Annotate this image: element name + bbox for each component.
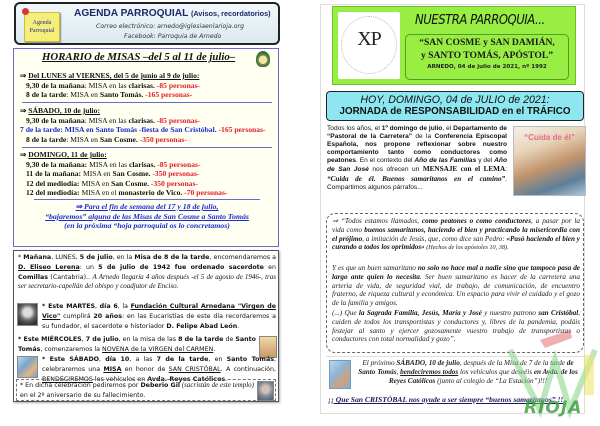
text-run: D. Felipe Abad León [166, 322, 238, 330]
text-run: ⇒ “Todos estamos llamados, [332, 217, 422, 225]
text-run: los vehículos que deseéis [458, 368, 534, 376]
parish-name-line2: y SANTO TOMÁS, APÓSTOL” [420, 50, 554, 61]
attendance: -165 personas- [145, 90, 193, 100]
text-run: * Este SÁBADO [42, 356, 100, 363]
text-run: Departamento de “Pastoral de la Carretera” [327, 125, 507, 141]
text-run: en Avda. de los Reyes Católicos [388, 368, 578, 385]
text-run: : un [79, 263, 99, 271]
intro-paragraph [327, 125, 507, 192]
text-run: . [237, 322, 240, 330]
logo-text-line1: Agenda [32, 20, 52, 26]
parish-header [332, 6, 576, 85]
text-run: NOVENA de la VIRGEN del CARMEN [102, 345, 214, 353]
schedule-line [20, 169, 227, 179]
schedule-note [14, 202, 280, 231]
schedule-line [20, 81, 200, 91]
schedule-line [20, 90, 200, 100]
rioja-watermark-text: RIOJA [524, 398, 583, 418]
time: 9,30 de la mañana [26, 115, 85, 125]
priest-photo [17, 303, 38, 326]
note-line-2: “bajaremos” alguna de las Misas de San Cosme a Santo Tomás [45, 211, 249, 221]
quote-paragraph-2 [332, 264, 580, 308]
schedule-section-sunday [20, 150, 227, 198]
text-run: Comillas [18, 273, 48, 281]
text-run: Deberio Gil [140, 382, 181, 389]
place: clarisas. [128, 115, 155, 125]
schedule-line [20, 179, 227, 189]
text-run: y del [476, 157, 495, 165]
section-day-label: DOMINGO, 11 de julio: [28, 150, 107, 159]
text-run: 20 años [93, 312, 122, 320]
schedule-line [20, 188, 227, 198]
text-run: . Compartimos algunos párrafos... [327, 175, 507, 191]
text-run: , [99, 356, 106, 363]
text-run: “Cuida de él. Buenos samaritanos en el camino” [327, 174, 506, 183]
schedule-title-main: HORARIO de MISAS [42, 51, 141, 63]
text-run: , [81, 336, 86, 343]
text: MISA en el [79, 188, 119, 198]
announcements-box [13, 250, 279, 402]
text-run: , celebraremos una [42, 356, 276, 373]
text-run: * Este MIÉRCOLES [18, 336, 82, 343]
text: : MISA en [66, 90, 100, 100]
schedule-line [20, 135, 266, 145]
attendance: -165 personas- [218, 125, 266, 135]
text-run: SAN CRISTÓBAL [168, 365, 221, 373]
text-run: y nuestro patrono [481, 309, 539, 317]
attendance: -70 personas- [184, 188, 228, 198]
text-run: 7 de julio [85, 336, 119, 343]
text: : MISA en las [84, 80, 129, 90]
text-run: Santo Tomás [18, 336, 256, 353]
text-run: día 10 [105, 356, 130, 363]
text-run: de [223, 336, 236, 343]
place: San Cosme. [111, 178, 150, 188]
text-run: . A continuación, [220, 365, 276, 373]
today-banner [326, 91, 584, 121]
text-run: día 6 [99, 303, 118, 310]
text-run: Santo Tomás [226, 356, 274, 363]
section-day-label: Del LUNES al VIERNES, del 5 de junio al 9 de julio: [28, 71, 200, 80]
schedule-section-weekdays [20, 71, 200, 100]
place: clarisas. [128, 159, 156, 169]
attendance: -85 personas- [156, 80, 201, 90]
quote-paragraph-1 [332, 217, 580, 253]
time: 9,30 de la mañana [26, 80, 85, 90]
text-run: Todos los años, el [327, 125, 382, 132]
blessing-text [354, 359, 582, 386]
announcement-novena [18, 335, 256, 355]
issue-date: ARNEDO, 04 de julio de 2021, nº 1992 [427, 64, 547, 70]
text-run: , la [117, 303, 131, 310]
announcement-eliseo [18, 253, 276, 292]
poster-title: “Cuida de él” [524, 133, 575, 142]
text-run: Y es que un buen samaritano [332, 264, 418, 272]
parish-name-line1: “SAN COSME y SAN DAMIÁN, [419, 37, 555, 48]
quote-paragraph-3 [332, 309, 580, 344]
text-run: san Cristóbal [538, 309, 579, 317]
attendance: -350 personas- [150, 178, 198, 188]
text: : MISA en las [84, 115, 129, 125]
text-run: (Cantabria).. [47, 273, 93, 281]
text-run: , comenzaremos la [40, 345, 103, 353]
section-day-label: SÁBADO, 10 de julio: [28, 106, 100, 115]
attendance: -350 personas- [139, 134, 187, 144]
text: : MISA en [66, 134, 100, 144]
text-run: Misa de 8 de la tarde [134, 254, 210, 261]
text-run: , [95, 303, 100, 310]
text-run: Mañana [23, 254, 52, 261]
text-run: (...) Que [332, 309, 359, 317]
text-run: , encomendaremos a [209, 254, 277, 261]
text-run: bendeciremos todos [400, 368, 459, 376]
agenda-title-sub: (Avisos, recordatorios) [190, 9, 271, 18]
text-run: , cuiden de todos los transportistas y conductores y, libres de la pandemia, podáis festejar al santo y ejercer gozosamente vuestro trabajo de transportistas o conductores con total normalidad y gozo”. [332, 309, 580, 344]
parish-name-box [405, 34, 569, 80]
text-run: MENSAJE con el LEMA [422, 165, 506, 174]
text-run: SÁBADO, 10 de julio [396, 359, 460, 367]
text-run: * En dicha celebración pediremos por [20, 382, 141, 389]
text-run: «Pasó haciendo el bien y curando a todos los oprimidos» [332, 234, 580, 252]
note-line-1: ⇒ Para el fin de semana del 17 y 18 de julio, [75, 202, 219, 211]
text-run: de la [412, 133, 435, 141]
time: 9,30 de la mañana: [26, 159, 88, 169]
divider [22, 147, 272, 148]
text-run: D. Eliseo Lerena [18, 263, 80, 271]
text-run: cumplirá [60, 312, 94, 320]
text-run: . [213, 345, 216, 353]
text-run: 5 de julio [79, 254, 113, 261]
text-run: , a pasar por la vida como [332, 217, 581, 234]
text-run: * [18, 254, 24, 261]
text-run: , a imitación de Jesús, que, como dice san Pedro: [362, 234, 507, 243]
schedule-line [20, 125, 266, 135]
text-run: , a las [129, 356, 157, 363]
san-cristobal-image [329, 360, 351, 389]
text-run: El próximo [362, 359, 397, 367]
time: 8 de la tarde [26, 134, 67, 144]
text: MISA en las [87, 159, 129, 169]
text-run: la Sagrada Familia, Jesús, María y José [358, 309, 482, 317]
agenda-logo [24, 12, 60, 42]
schedule-section-saturday [20, 106, 266, 144]
parish-logo [338, 12, 400, 79]
schedule-line [20, 116, 266, 126]
time: 11 de la mañana: [26, 169, 82, 179]
text-run: * Este MARTES [42, 303, 96, 310]
text-run: A Arnedo llegaría 4 años después -el 5 de agosto de 1946-, tras ser secretario-capellán del obispo y coadjutor de Enciso. [18, 272, 276, 291]
note-line-3: (en la próxima “hoja parroquial os lo concretamos) [64, 221, 230, 231]
place: Santo Tomás. [99, 90, 144, 100]
attendance: -350 personas- [152, 169, 200, 179]
clock-icon [256, 51, 270, 67]
text-run: 7 de la tarde [156, 356, 209, 363]
announcement-fundacion [42, 302, 276, 331]
text: MISA en [79, 178, 112, 188]
campaign-poster [513, 126, 586, 196]
time: 12 del mediodía: [26, 178, 80, 188]
schedule-title-range: –del 5 al 11 de julio– [143, 51, 236, 63]
text-run: . Ser buen samaritano es hacer de la carretera una arteria de vida, de seguridad vial, de trabajo, de comunicación, de encuentro fraterno, de riqueza cultural y económica. Un espacio para vivir el cuidado y el gozo de la familia y amigos. [332, 272, 580, 308]
chi-rho-monogram: XP [357, 28, 381, 50]
schedule-line [20, 160, 227, 170]
watermark-yellow-mark [584, 355, 594, 395]
text-run: (junto al colegio de “La Estación”)!!! [435, 377, 548, 385]
text-run: buenos samaritanos, haciendo el bien y practicando la misericordia con el prójimo [332, 225, 580, 243]
agenda-title [74, 8, 271, 19]
text-run: de Santo Tomás [358, 359, 574, 376]
text-run: , LUNES, [51, 254, 80, 261]
facebook-line: Facebook: Parroquia de Arnedo [124, 33, 222, 40]
text-run: , [396, 368, 401, 376]
time: 8 de la tarde [26, 90, 67, 100]
text-run: MISA [103, 365, 122, 373]
divider [22, 102, 272, 103]
place: San Cosme. [112, 169, 151, 179]
parish-title: NUESTRA PARROQUIA... [415, 13, 545, 28]
text-run: , en la [112, 254, 135, 261]
text-run: (sacristán de este templo) [180, 381, 255, 389]
text-run: Año de San José [327, 157, 507, 174]
text-run: . [225, 375, 228, 383]
text-run: : [505, 166, 508, 174]
text-run: . En el contexto del [355, 157, 415, 165]
text-run: Avda. Reyes Católicos [147, 375, 226, 383]
text-run: en [263, 263, 276, 271]
text-run: (Hechos de los apóstoles 10, 38). [424, 244, 509, 252]
mass-schedule-box [13, 48, 279, 247]
attendance: -85 personas- [157, 159, 201, 169]
text-run: nos ofrecen un [368, 166, 423, 174]
text-run: Conferencia Episcopal Española, nos propone reflexionar sobre nuestro comportamiento tanto como conductores como peatones [327, 133, 507, 165]
text-run: , en la misa de las [118, 336, 179, 343]
text-run: en el 2º aniversario de su fallecimiento. [20, 391, 146, 399]
text-run: , el [442, 125, 454, 132]
place: San Cosme. [99, 134, 138, 144]
text-run: 5 de julio de 1942 fue ordenado sacerdote [98, 263, 264, 271]
text: MISA en [81, 169, 113, 179]
place: monasterio de Vico. [118, 188, 183, 198]
attendance: -85 personas- [156, 115, 201, 125]
text-run: Año de las Familias [414, 157, 477, 165]
text-run: , en [208, 356, 227, 363]
section-day: ⇒ Del LUNES al VIERNES, del 5 de junio al 9 de julio: [20, 71, 200, 80]
time: 7 de la tarde: MISA en Santo Tomás -fiesta de San Cristóbal. [20, 125, 217, 135]
text-run: como peatones o como conductores [421, 217, 532, 225]
logo-text-line2: Parroquial [29, 28, 55, 34]
closing-line: ¡¡ Que San CRISTÓBAL nos ayude a ser siempre “buenos samaritanos” !! [328, 395, 564, 404]
divider [34, 199, 260, 200]
text-run: los vehículos en [92, 375, 148, 383]
time: 12 del mediodía: [26, 188, 80, 198]
text-run: 8 de la tarde [178, 336, 224, 343]
san-cristobal-image [17, 356, 38, 378]
text-run: 1º domingo de julio [381, 125, 443, 132]
today-event: JORNADA de RESPONSABILIDAD en el TRÁFICO [339, 106, 571, 117]
section-day: ⇒ DOMINGO, 11 de julio: [20, 150, 107, 159]
text-run: , después de la Misa de 7 de la tarde [459, 359, 567, 367]
deberio-photo [257, 381, 274, 401]
place: clarisas. [128, 80, 155, 90]
announcement-deberio [20, 381, 254, 400]
agenda-header [14, 2, 280, 45]
section-day: ⇒ SÁBADO, 10 de julio: [20, 106, 100, 115]
email-line: Correo electrónico: arnedo@iglesiaenlarioja.org [96, 23, 245, 30]
agenda-title-main: AGENDA PARROQUIAL [74, 8, 189, 19]
quote-box [326, 213, 584, 353]
text-run: no solo no hace mal a nadie sino que tampoco pasa de largo ante quien lo necesita [332, 264, 580, 281]
text-run: : en las Eucaristías de este día recordaremos a su fundador, el sacerdote e historiador [42, 312, 276, 330]
pushpin-icon [22, 8, 29, 15]
text-run: BENDECIREMOS [42, 375, 93, 383]
text-run: Fundación Cultural Arnedana "Virgen de Vico" [42, 303, 276, 320]
schedule-title [42, 51, 235, 63]
text-run: en honor de [121, 365, 169, 373]
today-date: HOY, DOMINGO, 04 de JULIO de 2021: [360, 94, 550, 106]
